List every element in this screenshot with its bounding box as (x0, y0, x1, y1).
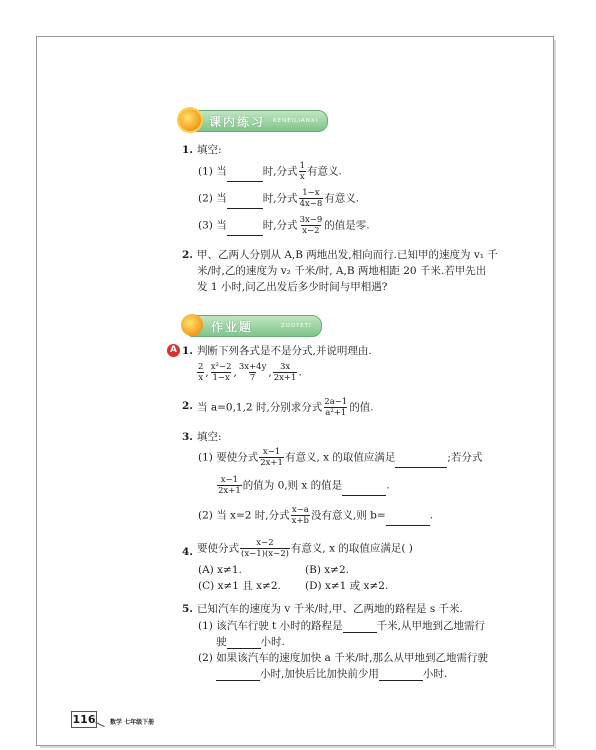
fill-item: (1) 该汽车行驶 t 小时的路程是 千米,从甲地到乙地需行 (198, 620, 485, 632)
fraction: $\frac{x-2}{(x-1)(x-2)}$ (241, 538, 289, 559)
fill-item: 驶 小时. (216, 636, 285, 648)
option-b[interactable]: (B) x≠2. (305, 564, 349, 576)
page-frame (36, 36, 554, 746)
question-line: 米/时,乙的速度为 v₂ 千米/时, A,B 两地相距 20 千米.若甲先出 (197, 265, 487, 277)
question-text: 已知汽车的速度为 v 千米/时,甲、乙两地的路程是 s 千米. (197, 603, 463, 615)
fraction: $\frac{1}{x}$ (299, 161, 305, 182)
answer-blank[interactable] (343, 621, 377, 633)
answer-blank[interactable] (386, 514, 430, 526)
fraction: $\frac{3x-9}{x-2}$ (299, 215, 323, 236)
section-banner-homework (188, 315, 322, 337)
fraction-list: $\frac{2}{x}$ , $\frac{\text{x²−2}}{1-x}$ , $\frac{3x+4y}{7}$ , $\frac{3x}{2x+1}$ . (198, 362, 302, 383)
answer-blank[interactable] (227, 224, 263, 236)
answer-blank[interactable] (395, 456, 447, 468)
question-text: 填空: (197, 431, 222, 443)
fraction: $\frac{3x+4y}{7}$ (238, 362, 267, 383)
question-line: 发 1 小时,问乙出发后多少时间与甲相遇? (197, 281, 388, 293)
question-text: 判断下列各式是不是分式,并说明理由. (197, 345, 372, 357)
answer-blank[interactable] (342, 484, 386, 496)
fill-item: (3) 当 时,分式 $\frac{3x-9}{x-2}$ 的值是零. (198, 215, 370, 236)
section-title: 课内练习 (209, 115, 266, 129)
question-number: 5. (182, 603, 193, 615)
answer-blank[interactable] (216, 669, 260, 681)
option-d[interactable]: (D) x≠1 或 x≠2. (305, 580, 389, 592)
option-c[interactable]: (C) x≠1 且 x≠2. (198, 580, 281, 592)
fraction: $\frac{2}{x}$ (198, 362, 204, 383)
fraction: $\frac{x-a}{x+b}$ (291, 505, 309, 526)
fraction: $\frac{x-1}{2x+1}$ (218, 475, 241, 496)
question-number: 2. (182, 400, 193, 412)
level-a-badge: A (167, 344, 180, 357)
fill-item: (2) 如果该汽车的速度加快 a 千米/时,那么从甲地到乙地需行驶 (198, 652, 489, 664)
sun-icon (179, 109, 201, 131)
question-number: 4. (182, 546, 193, 558)
fill-item: (2) 当 时,分式 $\frac{1-x}{4x-8}$ 有意义. (198, 188, 360, 209)
answer-blank[interactable] (227, 637, 261, 649)
fraction: $\frac{2a-1}{\text{a²+1}}$ (324, 397, 348, 418)
question-number: 2. (182, 249, 193, 261)
question-text: 填空: (197, 144, 222, 156)
question-text: 要使分式 $\frac{x-2}{(x-1)(x-2)}$ 有意义, x 的取值应满足( ) (197, 538, 413, 559)
fill-item: $\frac{x-1}{2x+1}$ 的值为 0,则 x 的值是 . (218, 475, 390, 496)
section-title: 作业题 (211, 320, 254, 334)
option-a[interactable]: (A) x≠1. (198, 564, 242, 576)
page-number: 116 (72, 713, 96, 726)
question-number: 1. (182, 144, 193, 156)
question-line: 甲、乙两人分别从 A,B 两地出发,相向而行.已知甲的速度为 v₁ 千 (197, 249, 498, 261)
fraction: $\frac{3x}{2x+1}$ (273, 362, 297, 383)
section-subtitle: ZUOYETI (281, 323, 312, 329)
sun-icon (181, 314, 203, 336)
answer-blank[interactable] (227, 197, 263, 209)
fill-item: (2) 当 x=2 时,分式 $\frac{x-a}{x+b}$ 没有意义,则 b= . (198, 505, 434, 526)
book-title: 数学 七年级下册 (110, 719, 155, 726)
question-text: 当 a=0,1,2 时,分别求分式 $\frac{2a-1}{\text{a²+1}}$ 的值. (197, 397, 374, 418)
fill-item: (1) 当 时,分式 $\frac{1}{x}$ 有意义. (198, 161, 342, 182)
fraction: $\frac{x-1}{2x+1}$ (260, 447, 283, 468)
question-number: 1. (182, 345, 193, 357)
fraction: $\frac{1-x}{4x-8}$ (299, 188, 323, 209)
fill-item: 小时,加快后比加快前少用 小时. (216, 667, 447, 681)
section-subtitle: KENEILIANXI (273, 118, 319, 124)
answer-blank[interactable] (227, 170, 263, 182)
question-number: 3. (182, 431, 193, 443)
answer-blank[interactable] (379, 669, 423, 681)
section-banner-practice (186, 110, 328, 132)
fraction: $\frac{\text{x²−2}}{1-x}$ (210, 362, 232, 383)
fill-item: (1) 要使分式 $\frac{x-1}{2x+1}$ 有意义, x 的取值应满足 ;若分式 (198, 447, 483, 468)
